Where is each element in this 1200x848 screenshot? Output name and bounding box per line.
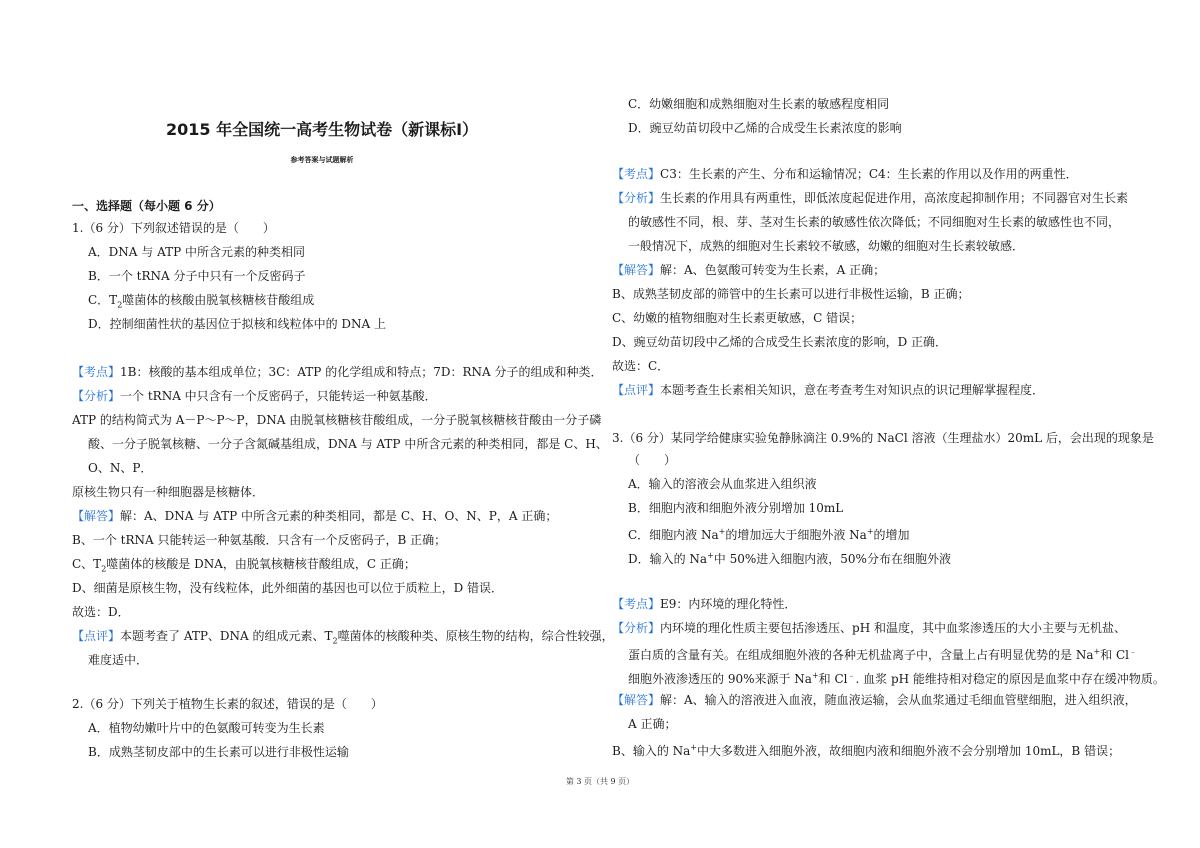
q2-fenxi-line3: 一般情况下，成熟的细胞对生长素较不敏感，幼嫩的细胞对生长素较敏感． [628,239,1025,253]
fenxi-tag: 【分析】 [612,191,661,205]
q2-kaodian: 【考点】C3：生长素的产生、分布和运输情况；C4：生长素的作用以及作用的两重性． [612,167,1078,181]
jieda-tag: 【解答】 [72,509,121,523]
kaodian-tag: 【考点】 [612,597,661,611]
q2-stem: 2.（6 分）下列关于植物生长素的叙述，错误的是（ ） [72,697,383,711]
q3-option-b: B．细胞内液和细胞外液分别增加 10mL [628,501,844,515]
jieda-tag: 【解答】 [612,693,661,707]
dianping-tag: 【点评】 [612,383,661,397]
q1-option-b: B．一个 tRNA 分子中只有一个反密码子 [88,269,306,283]
q1-answer: 故选：D． [72,605,130,619]
q3-fenxi-line2: 蛋白质的含量有关。在组成细胞外液的各种无机盐离子中，含量上占有明显优势的是 Na+和 Cl﹣ [628,647,1138,662]
q3-fenxi-line3: 细胞外液渗透压的 90%来源于 Na+和 Cl﹣. 血浆 pH 能维持相对稳定的原因是血浆中存在缓冲物质。 [628,671,1165,686]
dianping-tag: 【点评】 [72,629,121,643]
q2-jieda-c: C、幼嫩的植物细胞对生长素更敏感，C 错误； [612,311,863,325]
page-subtitle: 参考答案与试题解析 [290,156,354,164]
q1-atp-line3: O、N、P． [88,461,153,475]
section-heading: 一、选择题（每小题 6 分） [72,199,221,213]
q1-jieda-d: D、细菌是原核生物，没有线粒体，此外细菌的基因也可以位于质粒上，D 错误． [72,581,504,595]
q1-fenxi: 【分析】一个 tRNA 中只含有一个反密码子，只能转运一种氨基酸． [72,389,437,403]
kaodian-tag: 【考点】 [612,167,661,181]
q1-jieda: 【解答】解：A、DNA 与 ATP 中所含元素的种类相同，都是 C、H、O、N、P，A 正确； [72,509,558,523]
jieda-tag: 【解答】 [612,263,661,277]
q3-option-d: D．输入的 Na+中 50%进入细胞内液，50%分布在细胞外液 [628,551,951,566]
q1-option-c: C．$T_2$噬菌体的核酸由脱氧核糖核苷酸组成 [88,293,315,310]
q2-fenxi-line2: 的敏感性不同，根、芽、茎对生长素的敏感性依次降低；不同细胞对生长素的敏感性也不同， [628,215,1121,229]
kaodian-tag: 【考点】 [72,365,121,379]
q3-option-a: A．输入的溶液会从血浆进入组织液 [628,477,817,491]
q3-jieda-b: B、输入的 Na+中大多数进入细胞外液，故细胞内液和细胞外液不会分别增加 10mL，B 错误； [612,743,1121,758]
q2-fenxi: 【分析】生长素的作用具有两重性，即低浓度起促进作用，高浓度起抑制作用；不同器官对生长素 [612,191,1129,205]
q2-jieda-d: D、豌豆幼苗切段中乙烯的合成受生长素浓度的影响，D 正确． [612,335,948,349]
q1-dianping: 【点评】本题考查了 ATP、DNA 的组成元素、$T_2$噬菌体的核酸种类、原核生物的结构，综合性较强， [72,629,614,646]
q1-stem: 1.（6 分）下列叙述错误的是（ ） [72,221,275,235]
q2-jieda: 【解答】解：A、色氨酸可转变为生长素，A 正确； [612,263,886,277]
q1-option-d: D．控制细菌性状的基因位于拟核和线粒体中的 DNA 上 [88,317,387,331]
q1-option-a: A．DNA 与 ATP 中所含元素的种类相同 [88,245,305,259]
page-title: 2015 年全国统一高考生物试卷（新课标Ⅰ） [165,120,479,139]
q3-stem: 3.（6 分）某同学给健康实验兔静脉滴注 0.9%的 NaCl 溶液（生理盐水）20mL 后，会出现的现象是 [612,431,1154,445]
q1-atp-line2: 酸、一分子脱氧核糖、一分子含氮碱基组成，DNA 与 ATP 中所含元素的种类相同，都是 C、H、 [88,437,608,451]
q2-option-d: D．豌豆幼苗切段中乙烯的合成受生长素浓度的影响 [628,121,902,135]
q3-kaodian: 【考点】E9：内环境的理化特性． [612,597,797,611]
q2-jieda-b: B、成熟茎韧皮部的筛管中的生长素可以进行非极性运输，B 正确； [612,287,970,301]
page-footer: 第 3 页（共 9 页） [565,777,635,786]
q1-jieda-c: C、$T_2$噬菌体的核酸是 DNA，由脱氧核糖核苷酸组成，C 正确； [72,557,416,574]
q2-option-c: C．幼嫩细胞和成熟细胞对生长素的敏感程度相同 [628,97,890,111]
q1-prok: 原核生物只有一种细胞器是核糖体． [72,485,265,499]
q1-kaodian: 【考点】1B：核酸的基本组成单位；3C：ATP 的化学组成和特点；7D：RNA 分子的组成和种类． [72,365,603,379]
q3-fenxi: 【分析】内环境的理化性质主要包括渗透压、pH 和温度，其中血浆渗透压的大小主要与无机盐、 [612,621,1126,635]
q1-jieda-b: B、一个 tRNA 只能转运一种氨基酸．只含有一个反密码子，B 正确； [72,533,447,547]
fenxi-tag: 【分析】 [612,621,661,635]
q3-jieda-line2: A 正确； [628,717,677,731]
q2-dianping: 【点评】本题考查生长素相关知识，意在考查考生对知识点的识记理解掌握程度． [612,383,1045,397]
q3-stem-paren: （ ） [628,453,677,467]
q3-jieda: 【解答】解：A、输入的溶液进入血液，随血液运输，会从血浆通过毛细血管壁细胞，进入组织液， [612,693,1137,707]
q3-option-c: C．细胞内液 Na+的增加远大于细胞外液 Na+的增加 [628,527,910,542]
q2-option-a: A．植物幼嫩叶片中的色氨酸可转变为生长素 [88,721,325,735]
fenxi-tag: 【分析】 [72,389,121,403]
q2-answer: 故选：C． [612,359,670,373]
q1-dianping-line2: 难度适中． [88,653,149,667]
q2-option-b: B．成熟茎韧皮部中的生长素可以进行非极性运输 [88,745,349,759]
q1-atp-line1: ATP 的结构简式为 A－P～P～P，DNA 由脱氧核糖核苷酸组成，一分子脱氧核糖核苷酸由一分子磷 [72,413,602,427]
